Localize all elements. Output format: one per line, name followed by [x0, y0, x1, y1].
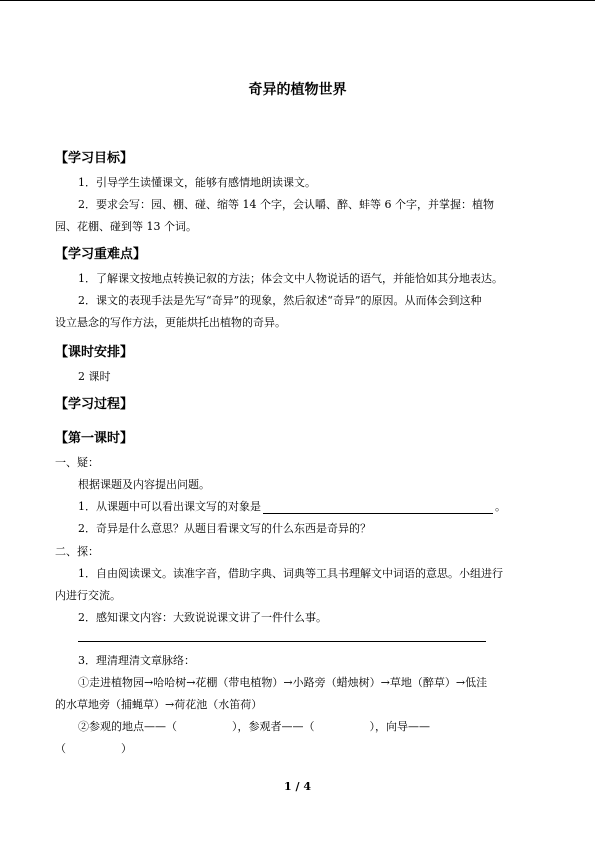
paragraph: 2．课文的表现手法是先写“奇异”的现象，然后叙述“奇异”的原因。从而体会到这种 — [78, 294, 482, 307]
page-title: 奇异的植物世界 — [248, 82, 347, 98]
section-label: 二、探： — [55, 545, 99, 558]
paragraph: 1．引导学生读懂课文，能够有感情地朗读课文。 — [78, 176, 316, 189]
heading-goal: 【学习目标】 — [55, 151, 134, 166]
paragraph: 根据课题及内容提出问题。 — [78, 478, 210, 491]
answer-line[interactable] — [78, 641, 486, 642]
heading-first-lesson: 【第一课时】 — [55, 431, 134, 446]
paragraph: 设立悬念的写作方法，更能烘托出植物的奇异。 — [55, 316, 286, 329]
paragraph: 园、花棚、碰到等 13 个词。 — [55, 220, 197, 233]
heading-time: 【课时安排】 — [55, 345, 134, 360]
paragraph: 内进行交流。 — [55, 589, 121, 602]
top-border — [0, 0, 595, 1]
page-number: 1 / 4 — [284, 780, 311, 793]
paragraph: ①走进植物园→哈哈树→花棚（带电植物）→小路旁（蜡烛树）→草地（醉草）→低洼 — [78, 676, 488, 689]
paragraph: 3．理清理清文章脉络： — [78, 654, 195, 667]
heading-key: 【学习重难点】 — [55, 247, 147, 262]
paragraph: 的水草地旁（捕蝇草）→荷花池（水笛荷） — [55, 698, 263, 711]
paragraph: 2 课时 — [78, 370, 111, 383]
paragraph: 2．奇异是什么意思？从题目看课文写的什么东西是奇异的？ — [78, 522, 371, 535]
heading-process: 【学习过程】 — [55, 397, 134, 412]
section-label: 一、疑： — [55, 456, 99, 469]
paragraph: ②参观的地点——（ ），参观者——（ ），向导—— — [78, 720, 430, 733]
paragraph: 2．感知课文内容：大致说说课文讲了一件什么事。 — [78, 611, 327, 624]
paragraph: 1．了解课文按地点转换记叙的方法；体会文中人物说话的语气，并能恰如其分地表达。 — [78, 272, 503, 285]
question-end: 。 — [495, 500, 506, 513]
paragraph: （ ） — [55, 742, 132, 755]
answer-blank[interactable] — [263, 501, 493, 514]
paragraph: 1．自由阅读课文。读准字音，借助字典、词典等工具书理解文中词语的意思。小组进行 — [78, 567, 503, 580]
question-text: 1．从课题中可以看出课文写的对象是 — [78, 500, 261, 513]
paragraph: 2．要求会写：园、棚、碰、缩等 14 个字，会认嚼、醉、蚌等 6 个字，并掌握：植物 — [78, 198, 494, 211]
question-1 — [78, 500, 506, 514]
